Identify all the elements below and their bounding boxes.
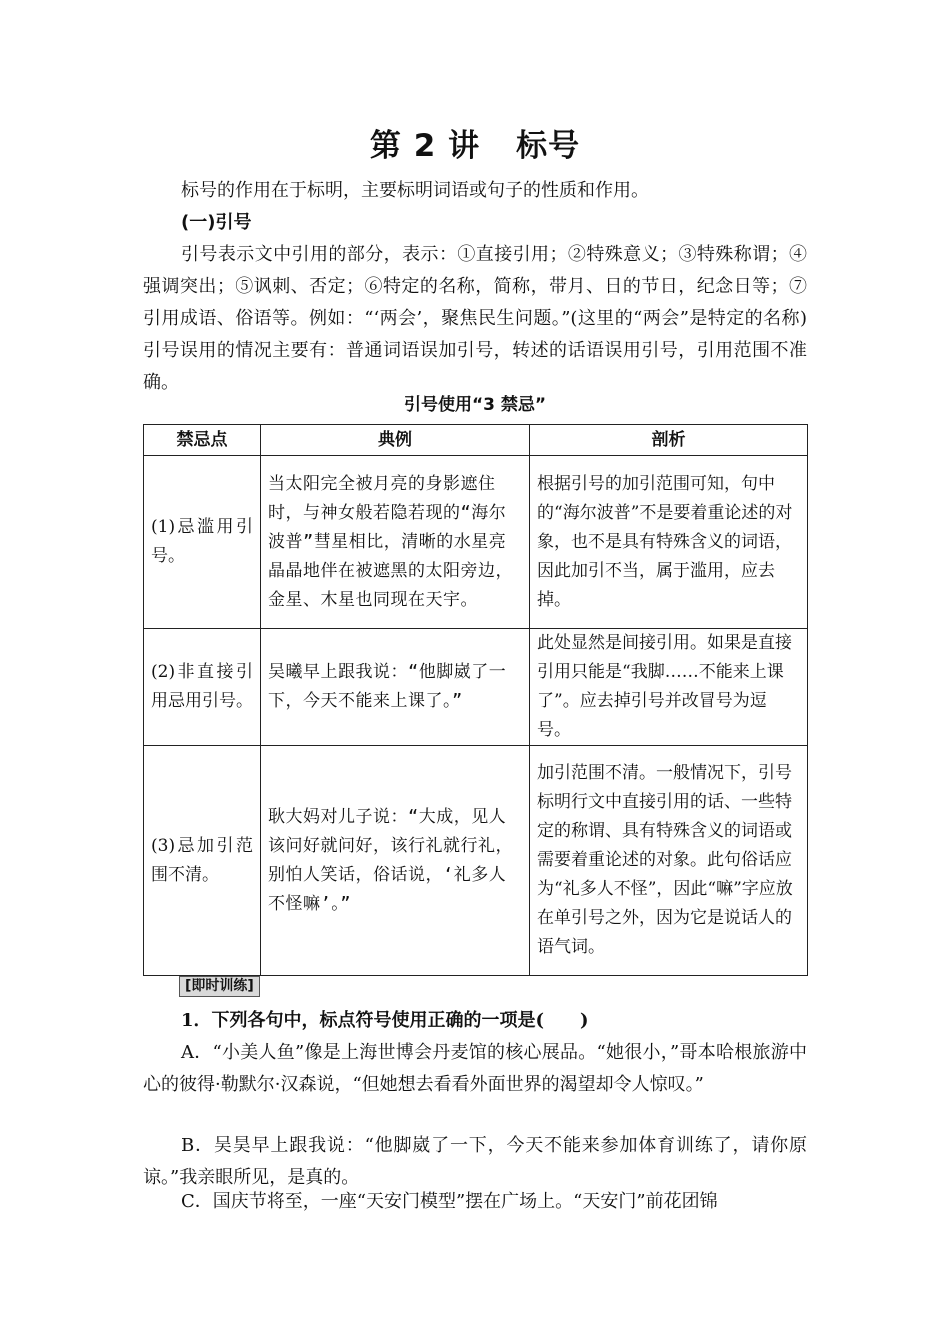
practice-tag: [即时训练]: [179, 976, 260, 997]
question-stem: 1．下列各句中，标点符号使用正确的一项是( ): [181, 1010, 589, 1031]
header-example: 典例: [261, 425, 530, 456]
quotation-marks-paragraph: 引号表示文中引用的部分，表示：①直接引用；②特殊意义；③特殊称谓；④强调突出；⑤讽刺、否定；⑥特定的名称，简称，带月、日的节日，纪念日等；⑦引用成语、俗语等。例如：“‘两会’，聚焦民生问题。”(这里的“两会”是特定的名称)引号误用的情况主要有：普通词语误加引号，转述的话语误用引号，引用范围不准确。: [143, 244, 807, 393]
title-topic: 标号: [516, 128, 581, 164]
row-analysis: 根据引号的加引范围可知，句中的“海尔波普”不是要着重论述的对象，也不是具有特殊含义的词语，因此加引不当，属于滥用，应去掉。: [530, 456, 808, 629]
taboo-table: [143, 424, 808, 976]
intro-paragraph: 标号的作用在于标明，主要标明词语或句子的性质和作用。: [181, 180, 649, 201]
row-analysis: 此处显然是间接引用。如果是直接引用只能是“我脚……不能来上课了”。应去掉引号并改冒号为逗号。: [530, 629, 808, 746]
table-row: [144, 746, 808, 976]
row-example: 耿大妈对儿子说：“大成，见人该问好就问好，该行礼就行礼，别怕人笑话，俗话说，‘礼多人不怪嘛’。”: [261, 746, 530, 976]
title-lesson: 第 2 讲: [369, 128, 481, 164]
option-b: B．吴昊早上跟我说：“他脚崴了一下，今天不能来参加体育训练了，请你原谅。”我亲眼所见，是真的。: [143, 1135, 807, 1188]
table-row: [144, 629, 808, 746]
table-row: [144, 456, 808, 629]
option-a: A．“小美人鱼”像是上海世博会丹麦馆的核心展品。“她很小，”哥本哈根旅游中心的彼得·勒默尔·汉森说，“但她想去看看外面世界的渴望却令人惊叹。”: [143, 1042, 807, 1095]
row-point: (1)忌滥用引号。: [144, 456, 261, 629]
table-caption: 引号使用“3 禁忌”: [403, 395, 547, 415]
section-heading: (一)引号: [181, 212, 252, 233]
header-point: 禁忌点: [144, 425, 261, 456]
header-analysis: 剖析: [530, 425, 808, 456]
row-example: 当太阳完全被月亮的身影遮住时，与神女般若隐若现的“海尔波普”彗星相比，清晰的水星亮晶晶地伴在被遮黑的太阳旁边，金星、木星也同现在天宇。: [261, 456, 530, 629]
row-example: 吴曦早上跟我说：“他脚崴了一下，今天不能来上课了。”: [261, 629, 530, 746]
row-point: (3)忌加引范围不清。: [144, 746, 261, 976]
row-analysis: 加引范围不清。一般情况下，引号标明行文中直接引用的话、一些特定的称谓、具有特殊含义的词语或需要着重论述的对象。此句俗话应为“礼多人不怪”，因此“嘛”字应放在单引号之外，因为它是说话人的语气词。: [530, 746, 808, 976]
page-title: [0, 120, 950, 165]
table-header-row: [144, 425, 808, 456]
row-point: (2)非直接引用忌用引号。: [144, 629, 261, 746]
option-c: C．国庆节将至，一座“天安门模型”摆在广场上。“天安门”前花团锦: [181, 1191, 718, 1212]
